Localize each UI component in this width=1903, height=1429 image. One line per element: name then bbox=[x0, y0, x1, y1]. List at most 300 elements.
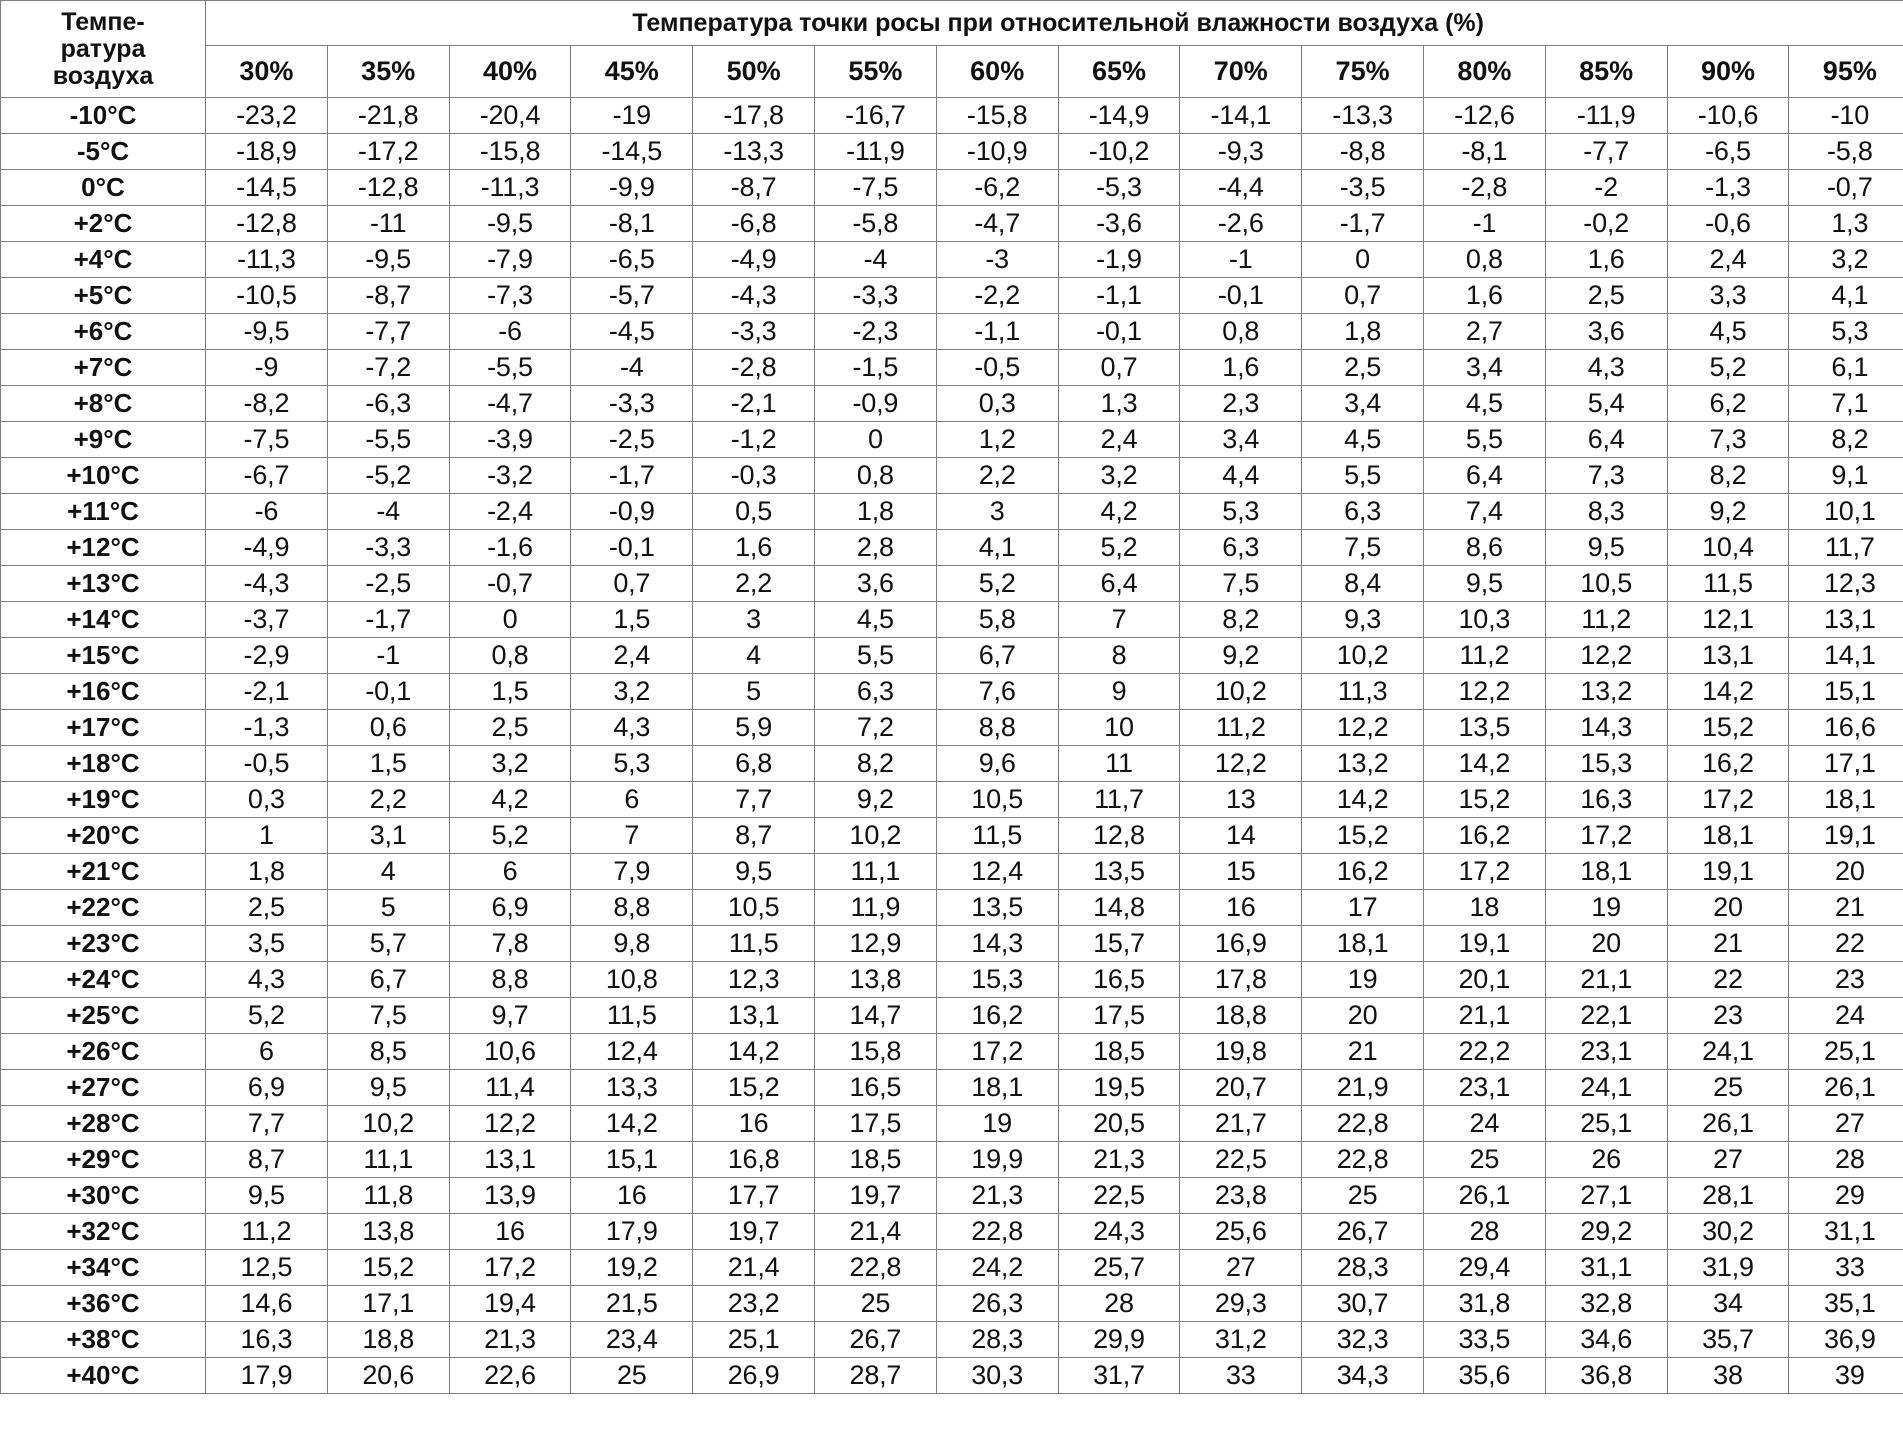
dew-point-cell: -10,5 bbox=[206, 278, 328, 314]
dew-point-cell: 0,8 bbox=[1423, 242, 1545, 278]
dew-point-cell: 36,8 bbox=[1545, 1358, 1667, 1394]
dew-point-cell: 22,5 bbox=[1180, 1142, 1302, 1178]
dew-point-cell: 2,4 bbox=[571, 638, 693, 674]
dew-point-cell: 8 bbox=[1058, 638, 1180, 674]
dew-point-cell: 1,8 bbox=[1302, 314, 1424, 350]
dew-point-cell: 3 bbox=[693, 602, 815, 638]
dew-point-cell: 8,2 bbox=[1180, 602, 1302, 638]
dew-point-cell: 0,3 bbox=[206, 782, 328, 818]
table-row bbox=[1, 998, 1903, 1034]
dew-point-cell: -9,9 bbox=[571, 170, 693, 206]
header-row-humidity bbox=[1, 46, 1903, 98]
dew-point-cell: 11,4 bbox=[449, 1070, 571, 1106]
dew-point-cell: 7,5 bbox=[1180, 566, 1302, 602]
dew-point-cell: 0 bbox=[814, 422, 936, 458]
dew-point-cell: 8,8 bbox=[936, 710, 1058, 746]
dew-point-cell: 19,5 bbox=[1058, 1070, 1180, 1106]
dew-point-cell: 26,3 bbox=[936, 1286, 1058, 1322]
dew-point-cell: -1,3 bbox=[1667, 170, 1789, 206]
dew-point-cell: 14,7 bbox=[814, 998, 936, 1034]
dew-point-cell: 6,9 bbox=[206, 1070, 328, 1106]
dew-point-cell: 18,8 bbox=[327, 1322, 449, 1358]
dew-point-cell: 6,8 bbox=[693, 746, 815, 782]
dew-point-cell: 5,5 bbox=[1302, 458, 1424, 494]
air-temperature-cell: +29°C bbox=[1, 1142, 206, 1178]
dew-point-cell: 14,2 bbox=[571, 1106, 693, 1142]
dew-point-cell: 1,8 bbox=[206, 854, 328, 890]
dew-point-cell: 16,2 bbox=[1423, 818, 1545, 854]
dew-point-cell: -8,1 bbox=[571, 206, 693, 242]
dew-point-cell: 15 bbox=[1180, 854, 1302, 890]
dew-point-cell: 12,8 bbox=[1058, 818, 1180, 854]
humidity-header-cell: 60% bbox=[936, 46, 1058, 98]
dew-point-cell: 2,2 bbox=[693, 566, 815, 602]
dew-point-cell: 7,9 bbox=[571, 854, 693, 890]
air-temperature-cell: +15°C bbox=[1, 638, 206, 674]
dew-point-cell: 18,8 bbox=[1180, 998, 1302, 1034]
dew-point-cell: 6,4 bbox=[1545, 422, 1667, 458]
dew-point-cell: -20,4 bbox=[449, 98, 571, 134]
dew-point-cell: -14,9 bbox=[1058, 98, 1180, 134]
dew-point-cell: -4,7 bbox=[449, 386, 571, 422]
table-row bbox=[1, 278, 1903, 314]
dew-point-cell: -9 bbox=[206, 350, 328, 386]
dew-point-cell: 3,2 bbox=[449, 746, 571, 782]
dew-point-cell: 6,3 bbox=[814, 674, 936, 710]
dew-point-cell: -7,5 bbox=[814, 170, 936, 206]
dew-point-cell: 9 bbox=[1058, 674, 1180, 710]
dew-point-cell: 0,8 bbox=[449, 638, 571, 674]
dew-point-cell: 5,3 bbox=[571, 746, 693, 782]
table-row bbox=[1, 350, 1903, 386]
dew-point-cell: -6,5 bbox=[571, 242, 693, 278]
dew-point-cell: 16 bbox=[693, 1106, 815, 1142]
dew-point-cell: 11,2 bbox=[1423, 638, 1545, 674]
air-temperature-cell: +6°C bbox=[1, 314, 206, 350]
dew-point-cell: 7,3 bbox=[1545, 458, 1667, 494]
dew-point-cell: 21,1 bbox=[1545, 962, 1667, 998]
dew-point-cell: 26,7 bbox=[814, 1322, 936, 1358]
dew-point-cell: 15,1 bbox=[571, 1142, 693, 1178]
air-temperature-cell: +21°C bbox=[1, 854, 206, 890]
air-temperature-cell: +26°C bbox=[1, 1034, 206, 1070]
dew-point-cell: 22,8 bbox=[814, 1250, 936, 1286]
dew-point-cell: -10,6 bbox=[1667, 98, 1789, 134]
dew-point-cell: 18 bbox=[1423, 890, 1545, 926]
dew-point-cell: 22 bbox=[1789, 926, 1903, 962]
dew-point-cell: 19 bbox=[936, 1106, 1058, 1142]
dew-point-cell: 5,9 bbox=[693, 710, 815, 746]
dew-point-cell: -3,2 bbox=[449, 458, 571, 494]
dew-point-cell: -5,8 bbox=[1789, 134, 1903, 170]
dew-point-cell: 6,3 bbox=[1180, 530, 1302, 566]
air-temperature-cell: +20°C bbox=[1, 818, 206, 854]
table-row bbox=[1, 890, 1903, 926]
humidity-header-cell: 40% bbox=[449, 46, 571, 98]
dew-point-cell: -0,9 bbox=[814, 386, 936, 422]
dew-point-cell: -15,8 bbox=[936, 98, 1058, 134]
dew-point-cell: 9,2 bbox=[814, 782, 936, 818]
dew-point-cell: 1,2 bbox=[936, 422, 1058, 458]
dew-point-cell: 1,3 bbox=[1789, 206, 1903, 242]
dew-point-cell: 10,2 bbox=[327, 1106, 449, 1142]
dew-point-cell: -0,6 bbox=[1667, 206, 1789, 242]
dew-point-cell: 15,7 bbox=[1058, 926, 1180, 962]
dew-point-cell: 4,5 bbox=[1302, 422, 1424, 458]
dew-point-cell: -1,3 bbox=[206, 710, 328, 746]
dew-point-cell: -10 bbox=[1789, 98, 1903, 134]
dew-point-cell: 19,4 bbox=[449, 1286, 571, 1322]
dew-point-cell: -14,1 bbox=[1180, 98, 1302, 134]
dew-point-cell: 1,5 bbox=[449, 674, 571, 710]
dew-point-cell: -0,2 bbox=[1545, 206, 1667, 242]
dew-point-cell: -6 bbox=[206, 494, 328, 530]
dew-point-cell: 30,2 bbox=[1667, 1214, 1789, 1250]
dew-point-cell: 1,6 bbox=[1423, 278, 1545, 314]
dew-point-cell: -0,7 bbox=[1789, 170, 1903, 206]
dew-point-cell: 5 bbox=[327, 890, 449, 926]
air-temperature-cell: +23°C bbox=[1, 926, 206, 962]
dew-point-cell: 9,5 bbox=[327, 1070, 449, 1106]
dew-point-cell: 9,5 bbox=[206, 1178, 328, 1214]
dew-point-cell: -5,5 bbox=[327, 422, 449, 458]
dew-point-cell: 25,1 bbox=[1789, 1034, 1903, 1070]
dew-point-cell: 11,7 bbox=[1789, 530, 1903, 566]
dew-point-cell: -0,5 bbox=[936, 350, 1058, 386]
dew-point-cell: 5,2 bbox=[936, 566, 1058, 602]
table-row bbox=[1, 386, 1903, 422]
dew-point-cell: 22,6 bbox=[449, 1358, 571, 1394]
dew-point-cell: 19 bbox=[1545, 890, 1667, 926]
dew-point-cell: 16,2 bbox=[1302, 854, 1424, 890]
dew-point-cell: 14,6 bbox=[206, 1286, 328, 1322]
table-row bbox=[1, 1142, 1903, 1178]
dew-point-cell: 11,1 bbox=[814, 854, 936, 890]
table-row bbox=[1, 602, 1903, 638]
dew-point-cell: -1,6 bbox=[449, 530, 571, 566]
dew-point-cell: 3 bbox=[936, 494, 1058, 530]
dew-point-cell: 17,5 bbox=[814, 1106, 936, 1142]
dew-point-cell: 3,3 bbox=[1667, 278, 1789, 314]
air-temperature-cell: +32°C bbox=[1, 1214, 206, 1250]
dew-point-cell: 35,6 bbox=[1423, 1358, 1545, 1394]
dew-point-cell: 0,7 bbox=[1302, 278, 1424, 314]
dew-point-cell: -12,8 bbox=[327, 170, 449, 206]
dew-point-cell: 13,8 bbox=[814, 962, 936, 998]
dew-point-cell: 17 bbox=[1302, 890, 1424, 926]
dew-point-cell: 5,4 bbox=[1545, 386, 1667, 422]
dew-point-cell: -2,1 bbox=[693, 386, 815, 422]
dew-point-cell: -3,3 bbox=[327, 530, 449, 566]
dew-point-cell: -1,7 bbox=[327, 602, 449, 638]
dew-point-cell: 3,2 bbox=[571, 674, 693, 710]
dew-point-cell: 4 bbox=[327, 854, 449, 890]
dew-point-cell: 12,5 bbox=[206, 1250, 328, 1286]
dew-point-cell: 1,5 bbox=[571, 602, 693, 638]
dew-point-cell: 21,7 bbox=[1180, 1106, 1302, 1142]
dew-point-cell: 13,5 bbox=[1423, 710, 1545, 746]
dew-point-cell: 19,7 bbox=[693, 1214, 815, 1250]
dew-point-cell: -2,9 bbox=[206, 638, 328, 674]
dew-point-cell: -4,9 bbox=[693, 242, 815, 278]
dew-point-cell: 11,7 bbox=[1058, 782, 1180, 818]
dew-point-cell: -3,9 bbox=[449, 422, 571, 458]
dew-point-cell: -5,3 bbox=[1058, 170, 1180, 206]
dew-point-cell: -2,8 bbox=[693, 350, 815, 386]
dew-point-cell: 6,1 bbox=[1789, 350, 1903, 386]
dew-point-cell: 14,2 bbox=[693, 1034, 815, 1070]
air-temperature-cell: +5°C bbox=[1, 278, 206, 314]
dew-point-cell: 17,5 bbox=[1058, 998, 1180, 1034]
dew-point-cell: 24,1 bbox=[1667, 1034, 1789, 1070]
air-temperature-cell: +18°C bbox=[1, 746, 206, 782]
dew-point-cell: 26,1 bbox=[1667, 1106, 1789, 1142]
dew-point-cell: -3,3 bbox=[814, 278, 936, 314]
dew-point-cell: -6,3 bbox=[327, 386, 449, 422]
dew-point-cell: -1,7 bbox=[1302, 206, 1424, 242]
dew-point-cell: 24 bbox=[1789, 998, 1903, 1034]
dew-point-cell: 28,3 bbox=[936, 1322, 1058, 1358]
dew-point-cell: 7,4 bbox=[1423, 494, 1545, 530]
dew-point-cell: 4,1 bbox=[1789, 278, 1903, 314]
dew-point-cell: 6,7 bbox=[936, 638, 1058, 674]
dew-point-cell: 28 bbox=[1423, 1214, 1545, 1250]
dew-point-cell: 26,1 bbox=[1423, 1178, 1545, 1214]
dew-point-cell: 7,3 bbox=[1667, 422, 1789, 458]
dew-point-cell: 23,1 bbox=[1545, 1034, 1667, 1070]
dew-point-cell: -2,3 bbox=[814, 314, 936, 350]
dew-point-cell: 1,8 bbox=[814, 494, 936, 530]
dew-point-cell: -19 bbox=[571, 98, 693, 134]
dew-point-cell: 14 bbox=[1180, 818, 1302, 854]
dew-point-cell: 20 bbox=[1667, 890, 1789, 926]
dew-point-cell: 17,1 bbox=[1789, 746, 1903, 782]
dew-point-cell: 7,8 bbox=[449, 926, 571, 962]
dew-point-cell: 28,7 bbox=[814, 1358, 936, 1394]
dew-point-cell: 8,2 bbox=[1667, 458, 1789, 494]
air-temperature-cell: 0°C bbox=[1, 170, 206, 206]
dew-point-cell: 0,5 bbox=[693, 494, 815, 530]
dew-point-cell: -12,8 bbox=[206, 206, 328, 242]
dew-point-cell: 12,2 bbox=[449, 1106, 571, 1142]
table-row bbox=[1, 818, 1903, 854]
dew-point-cell: -3,7 bbox=[206, 602, 328, 638]
dew-point-cell: 9,2 bbox=[1180, 638, 1302, 674]
dew-point-cell: 20,7 bbox=[1180, 1070, 1302, 1106]
table-row bbox=[1, 314, 1903, 350]
dew-point-cell: 11 bbox=[1058, 746, 1180, 782]
dew-point-cell: -1 bbox=[327, 638, 449, 674]
dew-point-cell: -1 bbox=[1180, 242, 1302, 278]
dew-point-cell: -6,2 bbox=[936, 170, 1058, 206]
dew-point-cell: 12,2 bbox=[1302, 710, 1424, 746]
humidity-header-cell: 45% bbox=[571, 46, 693, 98]
dew-point-cell: 26,7 bbox=[1302, 1214, 1424, 1250]
dew-point-cell: 10,5 bbox=[693, 890, 815, 926]
dew-point-cell: 2,3 bbox=[1180, 386, 1302, 422]
dew-point-cell: 2,2 bbox=[936, 458, 1058, 494]
dew-point-cell: 13,1 bbox=[693, 998, 815, 1034]
dew-point-cell: -1,5 bbox=[814, 350, 936, 386]
table-row bbox=[1, 566, 1903, 602]
table-row bbox=[1, 746, 1903, 782]
dew-point-cell: 17,2 bbox=[936, 1034, 1058, 1070]
dew-point-cell: 6,7 bbox=[327, 962, 449, 998]
dew-point-cell: 24 bbox=[1423, 1106, 1545, 1142]
dew-point-cell: -3,5 bbox=[1302, 170, 1424, 206]
dew-point-cell: 19,1 bbox=[1423, 926, 1545, 962]
dew-point-cell: -0,5 bbox=[206, 746, 328, 782]
dew-point-cell: 24,3 bbox=[1058, 1214, 1180, 1250]
dew-point-cell: 11,3 bbox=[1302, 674, 1424, 710]
dew-point-cell: -4 bbox=[571, 350, 693, 386]
dew-point-cell: 25 bbox=[571, 1358, 693, 1394]
dew-point-cell: 12,3 bbox=[1789, 566, 1903, 602]
dew-point-cell: 22,5 bbox=[1058, 1178, 1180, 1214]
dew-point-cell: 13,1 bbox=[1789, 602, 1903, 638]
dew-point-cell: 18,5 bbox=[1058, 1034, 1180, 1070]
humidity-header-cell: 80% bbox=[1423, 46, 1545, 98]
dew-point-cell: 3,5 bbox=[206, 926, 328, 962]
dew-point-cell: 25 bbox=[1302, 1178, 1424, 1214]
dew-point-cell: 13,2 bbox=[1302, 746, 1424, 782]
dew-point-cell: -1 bbox=[1423, 206, 1545, 242]
humidity-header-cell: 90% bbox=[1667, 46, 1789, 98]
humidity-header-cell: 65% bbox=[1058, 46, 1180, 98]
dew-point-cell: 22 bbox=[1667, 962, 1789, 998]
dew-point-cell: 35,1 bbox=[1789, 1286, 1903, 1322]
air-temperature-cell: +16°C bbox=[1, 674, 206, 710]
dew-point-cell: 9,5 bbox=[1545, 530, 1667, 566]
dew-point-cell: 15,3 bbox=[936, 962, 1058, 998]
dew-point-cell: 26,9 bbox=[693, 1358, 815, 1394]
dew-point-cell: -14,5 bbox=[571, 134, 693, 170]
dew-point-cell: 5 bbox=[693, 674, 815, 710]
dew-point-cell: 14,8 bbox=[1058, 890, 1180, 926]
dew-point-cell: 20 bbox=[1302, 998, 1424, 1034]
dew-point-cell: -4 bbox=[814, 242, 936, 278]
dew-point-cell: 22,8 bbox=[1302, 1142, 1424, 1178]
dew-point-cell: 18,1 bbox=[936, 1070, 1058, 1106]
dew-point-cell: 29,9 bbox=[1058, 1322, 1180, 1358]
dew-point-cell: 5,7 bbox=[327, 926, 449, 962]
dew-point-cell: 0,7 bbox=[571, 566, 693, 602]
dew-point-cell: 26 bbox=[1545, 1142, 1667, 1178]
dew-point-cell: -3,3 bbox=[693, 314, 815, 350]
table-body bbox=[1, 98, 1903, 1394]
table-row bbox=[1, 206, 1903, 242]
dew-point-cell: 14,1 bbox=[1789, 638, 1903, 674]
dew-point-cell: 29 bbox=[1789, 1178, 1903, 1214]
dew-point-cell: 22,8 bbox=[1302, 1106, 1424, 1142]
dew-point-cell: 10,2 bbox=[1180, 674, 1302, 710]
dew-point-cell: 31,7 bbox=[1058, 1358, 1180, 1394]
dew-point-cell: 32,3 bbox=[1302, 1322, 1424, 1358]
dew-point-cell: -0,1 bbox=[327, 674, 449, 710]
dew-point-cell: 13 bbox=[1180, 782, 1302, 818]
dew-point-cell: 3,6 bbox=[1545, 314, 1667, 350]
dew-point-cell: 1,6 bbox=[693, 530, 815, 566]
air-temperature-cell: +27°C bbox=[1, 1070, 206, 1106]
corner-line-3: воздуха bbox=[52, 61, 154, 90]
dew-point-cell: -14,5 bbox=[206, 170, 328, 206]
dew-point-cell: -3 bbox=[936, 242, 1058, 278]
dew-point-cell: -4,5 bbox=[571, 314, 693, 350]
dew-point-cell: 8,7 bbox=[206, 1142, 328, 1178]
table-row bbox=[1, 1286, 1903, 1322]
dew-point-cell: -6,8 bbox=[693, 206, 815, 242]
dew-point-cell: 18,5 bbox=[814, 1142, 936, 1178]
dew-point-cell: -4,3 bbox=[693, 278, 815, 314]
dew-point-cell: 8,2 bbox=[814, 746, 936, 782]
dew-point-cell: 25,7 bbox=[1058, 1250, 1180, 1286]
dew-point-cell: 0 bbox=[1302, 242, 1424, 278]
dew-point-cell: 7,6 bbox=[936, 674, 1058, 710]
dew-point-cell: 16,6 bbox=[1789, 710, 1903, 746]
dew-point-cell: -8,2 bbox=[206, 386, 328, 422]
dew-point-cell: 17,9 bbox=[571, 1214, 693, 1250]
air-temperature-cell: +8°C bbox=[1, 386, 206, 422]
dew-point-cell: 21,3 bbox=[936, 1178, 1058, 1214]
dew-point-cell: 8,4 bbox=[1302, 566, 1424, 602]
dew-point-cell: 17,1 bbox=[327, 1286, 449, 1322]
dew-point-cell: 21,3 bbox=[449, 1322, 571, 1358]
dew-point-cell: 20 bbox=[1789, 854, 1903, 890]
dew-point-cell: -2,1 bbox=[206, 674, 328, 710]
dew-point-cell: 11,5 bbox=[571, 998, 693, 1034]
dew-point-cell: 23,2 bbox=[693, 1286, 815, 1322]
dew-point-cell: 26,1 bbox=[1789, 1070, 1903, 1106]
dew-point-cell: -9,5 bbox=[449, 206, 571, 242]
dew-point-cell: 5,5 bbox=[814, 638, 936, 674]
dew-point-cell: -4,9 bbox=[206, 530, 328, 566]
dew-point-cell: -5,7 bbox=[571, 278, 693, 314]
dew-point-cell: 19,1 bbox=[1667, 854, 1789, 890]
corner-line-1: Темпе- bbox=[61, 7, 145, 36]
dew-point-cell: -23,2 bbox=[206, 98, 328, 134]
dew-point-cell: 6,4 bbox=[1058, 566, 1180, 602]
humidity-header-cell: 50% bbox=[693, 46, 815, 98]
table-row bbox=[1, 242, 1903, 278]
air-temperature-cell: +24°C bbox=[1, 962, 206, 998]
dew-point-cell: 5,5 bbox=[1423, 422, 1545, 458]
dew-point-cell: -21,8 bbox=[327, 98, 449, 134]
dew-point-cell: 20 bbox=[1545, 926, 1667, 962]
dew-point-cell: 17,9 bbox=[206, 1358, 328, 1394]
table-row bbox=[1, 1322, 1903, 1358]
dew-point-cell: 17,7 bbox=[693, 1178, 815, 1214]
dew-point-cell: 2,4 bbox=[1058, 422, 1180, 458]
dew-point-cell: 23,1 bbox=[1423, 1070, 1545, 1106]
dew-point-cell: 6,3 bbox=[1302, 494, 1424, 530]
table-row bbox=[1, 1034, 1903, 1070]
dew-point-cell: 11,1 bbox=[327, 1142, 449, 1178]
dew-point-cell: 16,3 bbox=[1545, 782, 1667, 818]
dew-point-cell: 14,2 bbox=[1423, 746, 1545, 782]
dew-point-cell: -7,2 bbox=[327, 350, 449, 386]
dew-point-cell: -11,3 bbox=[206, 242, 328, 278]
dew-point-cell: 20,1 bbox=[1423, 962, 1545, 998]
dew-point-cell: 21,5 bbox=[571, 1286, 693, 1322]
dew-point-cell: -2,6 bbox=[1180, 206, 1302, 242]
dew-point-cell: 10,2 bbox=[814, 818, 936, 854]
dew-point-cell: -2,2 bbox=[936, 278, 1058, 314]
dew-point-cell: -18,9 bbox=[206, 134, 328, 170]
air-temperature-cell: +28°C bbox=[1, 1106, 206, 1142]
dew-point-cell: -3,3 bbox=[571, 386, 693, 422]
dew-point-cell: 15,2 bbox=[1423, 782, 1545, 818]
dew-point-cell: 20,5 bbox=[1058, 1106, 1180, 1142]
